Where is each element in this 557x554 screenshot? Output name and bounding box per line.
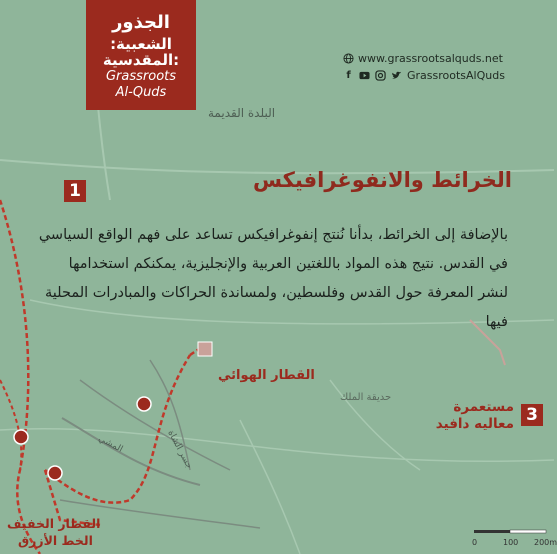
brand-logo (86, 0, 196, 110)
king-garden-label: حديقة الملك (340, 392, 392, 403)
website-url: www.grassrootsalquds.net (358, 52, 503, 65)
page-title: الخرائط والانفوغرافيكس (252, 168, 512, 192)
badge-number-1: 1 (64, 180, 86, 202)
logo-english-line1: Grassroots (105, 69, 177, 84)
badge-number-3: 3 (521, 404, 543, 426)
youtube-icon[interactable] (359, 70, 370, 81)
globe-icon (343, 53, 354, 64)
scale-label-0: 0 (472, 538, 478, 547)
settlement-label-line2: معاليه دافيد (435, 416, 514, 432)
description-paragraph: بالإضافة إلى الخرائط، بدأنا نُنتج إنفوغرافيكس تساعد على فهم الواقع السياسي في القدس. نتيج هذه المواد باللغتين العربية والإنجليزية، يمكنكم استخدامها لنشر المعرفة حول القدس وفلسطين، ولمساندة الحراكات والمبادرات المحلية فيها (38, 227, 508, 330)
scale-label-100: 100 (503, 538, 519, 547)
scale-label-200: 200m (534, 538, 557, 547)
logo-arabic-line1: الجذور (112, 12, 170, 33)
logo-english-line2: Al-Quds (115, 85, 167, 100)
air-train-label: القطار الهوائي (218, 368, 315, 383)
social-handle: GrassrootsAlQuds (407, 69, 505, 82)
old-city-label: البلدة القديمة (208, 106, 276, 120)
settlement-label-line1: مستعمرة (453, 399, 514, 415)
street-label-1: جسر الشاة (165, 428, 194, 471)
light-rail-label-line1: القطار الخفيف (7, 516, 101, 531)
map-scale-bar (470, 528, 557, 554)
logo-arabic-line2: الشعبية: المقدسية: (102, 35, 180, 69)
street-label-2: المشي (96, 433, 125, 455)
social-links (343, 69, 505, 82)
facebook-icon[interactable]: f (346, 70, 351, 81)
instagram-icon[interactable] (375, 70, 386, 81)
website-link[interactable] (343, 52, 503, 65)
light-rail-label-line2: الخط الأزرق (18, 533, 93, 548)
scale-bar-graphic (470, 528, 554, 538)
twitter-icon[interactable] (391, 70, 402, 81)
